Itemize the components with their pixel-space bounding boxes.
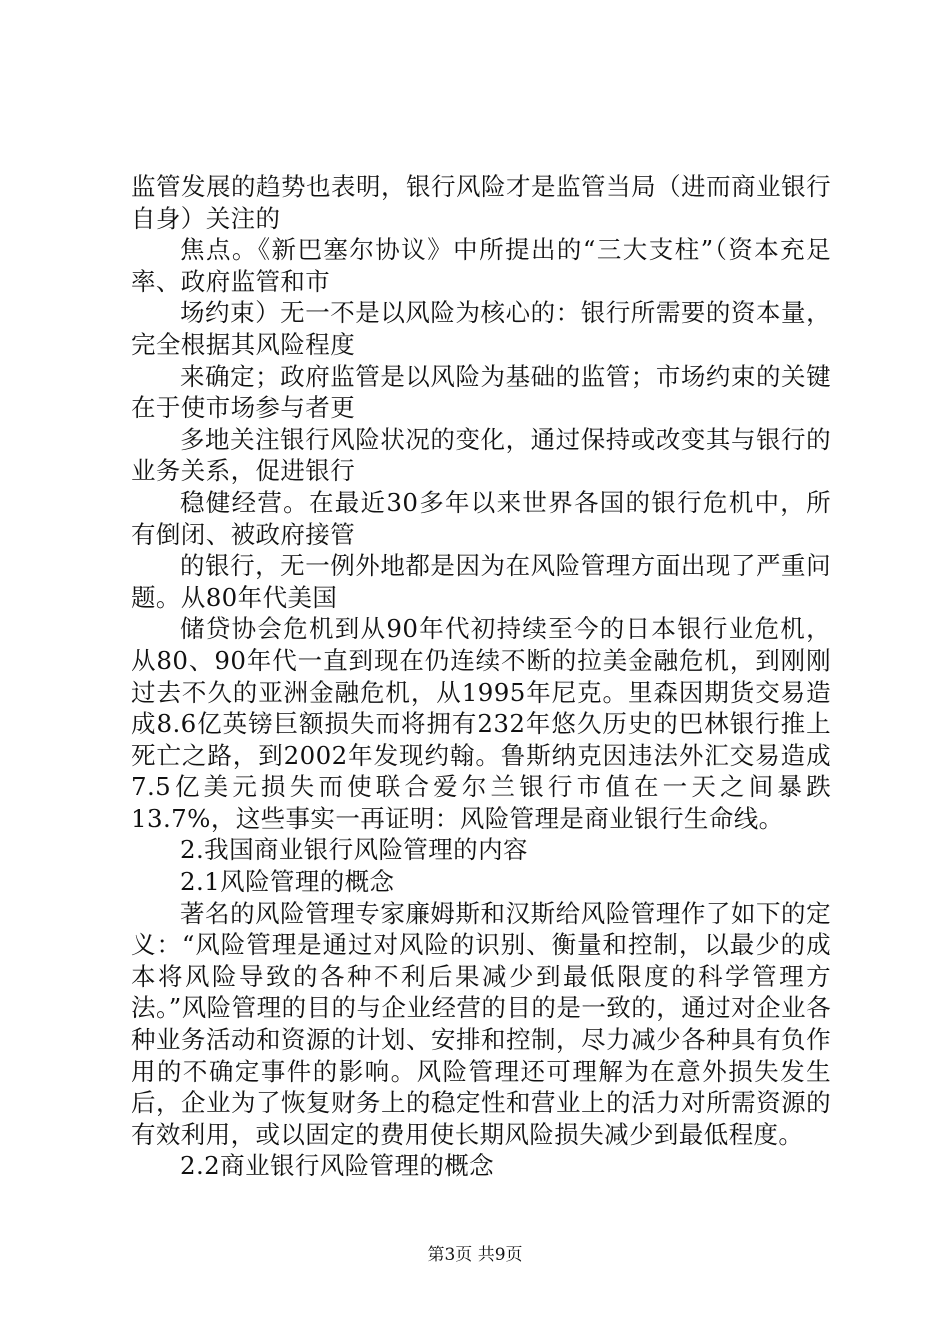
section-heading-2: 2.我国商业银行风险管理的内容 bbox=[180, 835, 528, 865]
page-number-footer: 第3页 共9页 bbox=[427, 1245, 523, 1265]
paragraph-2: 焦点。《新巴塞尔协议》中所提出的“三大支柱”（资本充足率、政府监管和市 bbox=[131, 235, 831, 296]
paragraph-3: 场约束）无一不是以风险为核心的：银行所需要的资本量，完全根据其风险程度 bbox=[131, 298, 831, 359]
paragraph-8: 储贷协会危机到从90年代初持续至今的日本银行业危机，从80、90年代一直到现在仍连续不断的拉美金融危机，到刚刚过去不久的亚洲金融危机，从1995年尼克。里森因期货交易造成8.6亿英镑巨额损失而将拥有232年悠久历史的巴林银行推上死亡之路，到2002年发现约翰。鲁斯纳克因违法外汇交易造成7.5亿美元损失而使联合爱尔兰银行市值在一天之间暴跌13.7%，这些事实一再证明：风险管理是商业银行生命线。 bbox=[131, 614, 831, 833]
paragraph-definition: 著名的风险管理专家廉姆斯和汉斯给风险管理作了如下的定义：“风险管理是通过对风险的识别、衡量和控制，以最少的成本将风险导致的各种不利后果减少到最低限度的科学管理方法。”风险管理的目的与企业经营的目的是一致的，通过对企业各种业务活动和资源的计划、安排和控制，尽力减少各种具有负作用的不确定事件的影响。风险管理还可理解为在意外损失发生后，企业为了恢复财务上的稳定性和营业上的活力对所需资源的有效利用，或以固定的费用使长期风险损失减少到最低程度。 bbox=[131, 898, 831, 1149]
subsection-heading-2-2: 2.2商业银行风险管理的概念 bbox=[180, 1151, 495, 1181]
paragraph-7: 的银行，无一例外地都是因为在风险管理方面出现了严重问题。从80年代美国 bbox=[131, 551, 831, 612]
paragraph-6: 稳健经营。在最近30多年以来世界各国的银行危机中，所有倒闭、被政府接管 bbox=[131, 487, 831, 549]
paragraph-4: 来确定；政府监管是以风险为基础的监管；市场约束的关键在于使市场参与者更 bbox=[131, 361, 831, 423]
document-body bbox=[131, 171, 831, 1182]
paragraph-1: 监管发展的趋势也表明，银行风险才是监管当局（进而商业银行自身）关注的 bbox=[131, 172, 831, 233]
paragraph-5: 多地关注银行风险状况的变化，通过保持或改变其与银行的业务关系，促进银行 bbox=[131, 424, 831, 486]
subsection-heading-2-1: 2.1风险管理的概念 bbox=[180, 867, 395, 897]
